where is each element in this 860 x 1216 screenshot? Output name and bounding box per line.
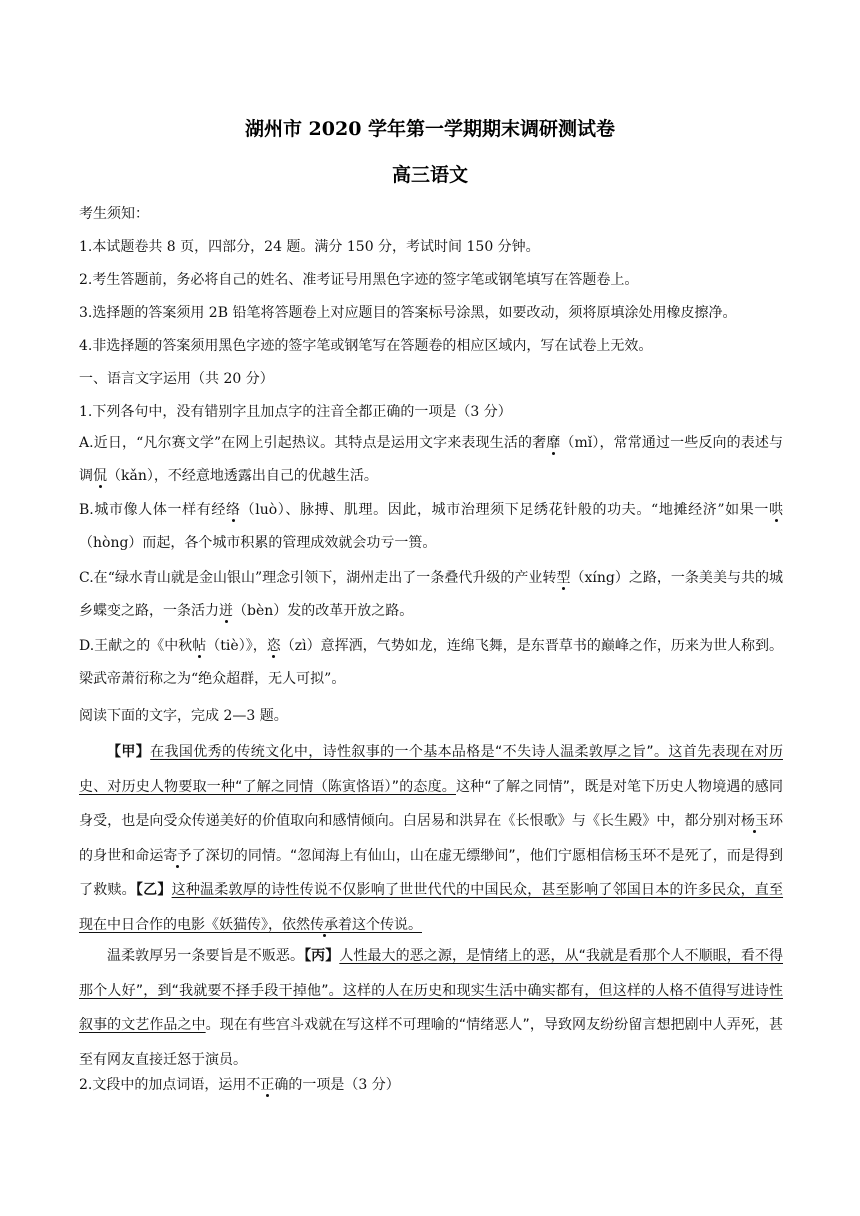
marker-bing: 【丙】 [304,948,340,964]
option-a [79,427,783,493]
option-d-dotted-char-2: 恣 [266,638,281,654]
notice-item-2: 2.考生答题前，务必将自己的姓名、准考证号用黑色字迹的签字笔或钢笔填写在答题卷上。 [79,272,639,288]
option-c-text-3: （bèn）发的改革开放之路。 [233,603,414,619]
passage-text: ，也是向受众传递美好的价值取向和感情倾向。白居易和洪昇在《长恨歌》与《长生殿》中，都分别对杨玉环的身世和命运 [79,813,784,864]
passage-text: 这种“了解之同情”，既是对笔下历史人物境遇的 [455,778,755,795]
underlined-sentence-bing: 人性最大的恶之源，是情绪上的恶，从“我就是看那个人不顺眼，看不得那个人好”，到“我就要不择手段干掉他”。这样的人在历史和现实生活中确实都有，但这样的人格不值得写进诗性叙事的文艺作品之中 [79,948,783,1033]
dotted-word-1: 感同身受 [79,778,783,829]
exam-title: 湖州市 2020 学年第一学期期末调研测试卷 [244,118,616,140]
question-1-stem: 1.下列各句中，没有错别字且加点字的注音全都正确的一项是（3 分） [79,404,512,420]
notice-item-3: 3.选择题的答案须用 2B 铅笔将答题卷上对应题目的答案标号涂黑，如要改动，须将原填涂处用橡皮擦净。 [79,305,737,321]
marker-jia: 【甲】 [107,744,151,760]
option-b-text-2: （luò）、脉搏、肌理。因此，城市治理须下足绣花针般的功夫。“地摊经济”如果一 [240,502,769,518]
passage-paragraph-2 [79,939,783,1077]
option-c-text-1: C.在“绿水青山就是金山银山”理念引领下，湖州走出了一条叠代升级的产业转 [79,570,557,586]
exam-subtitle: 高三语文 [391,164,468,186]
underlined-sentence-yi-end: 着这个传说。 [338,916,422,933]
passage-text: 。现在有些宫斗戏就在写这样不可理喻的“情绪恶人”，导致网友纷纷留言想把剧中人弄死，甚至有网友直接迁怒于演员。 [79,1017,784,1068]
option-d-dotted-char-1: 帖 [192,638,207,654]
option-c-dotted-char-2: 迸 [219,603,233,619]
underlined-sentence-yi: 这种温柔敦厚的诗性传说不仅影响了世世代代的中国民众，甚至影响了邻国日本的许多民众，直至现在中日合作的电影《妖猫传》，依然 [79,882,784,933]
notice-item-4: 4.非选择题的答案须用黑色字迹的签字笔或钢笔写在答题卷的相应区域内，写在试卷上无效。 [79,338,653,354]
underlined-sentence-jia: 在我国优秀的传统文化中，诗性叙事的一个基本品格是“不失诗人温柔敦厚之旨”。这首先表现在对历史、对历史人物要取一种“了解之同情（陈寅恪语）”的态度。 [79,744,783,795]
option-b-dotted-char-2: 哄 [769,502,783,518]
option-d-text-2: （tiè）》， [206,638,267,654]
option-a-text-1: A.近日，“凡尔赛文学”在网上引起热议。其特点是运用文字来表现生活的奢 [79,435,547,451]
option-b [79,494,783,560]
question-2-stem [79,1075,400,1095]
option-c [79,562,783,628]
question-2-dotted-word: 不正确 [246,1077,289,1093]
option-d-text-3: （zì）意挥洒，气势如龙，连绵飞舞，是东晋草书的巅峰之作，历来为世人称到。梁武帝萧衍称之为“绝众超群，无人可拟”。 [79,638,783,687]
option-c-dotted-char-1: 型 [556,570,571,586]
dotted-word-2: 寄予 [163,847,192,864]
option-b-text-1: B.城市像人体一样有经 [79,502,226,518]
question-2-text-1: 2.文段中的加点词语，运用 [79,1077,247,1093]
option-a-text-2: （mǐ），常常通过一些反向的表述与调 [79,435,784,484]
notice-heading: 考生须知： [79,206,149,222]
passage-text: 温柔敦厚另一条要旨是不贩恶。 [107,948,305,964]
dotted-word-3: 传承 [310,916,338,933]
option-a-dotted-char-2: 侃 [93,468,107,484]
passage-paragraph-1 [79,735,783,942]
option-b-text-3: （hòng）而起，各个城市积累的管理成效就会功亏一篑。 [79,535,437,551]
option-b-dotted-char-1: 络 [226,502,241,518]
option-a-dotted-char-1: 靡 [546,435,561,451]
question-2-text-2: 的一项是（3 分） [288,1077,400,1093]
option-d [79,630,783,696]
option-d-text-1: D.王献之的《中秋 [79,638,193,654]
notice-item-1: 1.本试题卷共 8 页，四部分，24 题。满分 150 分，考试时间 150 分钟。 [79,239,540,255]
reading-instruction: 阅读下面的文字，完成 2—3 题。 [79,708,288,724]
section-heading: 一、语言文字运用（共 20 分） [79,371,274,387]
passage-text: 了深切的同情。“忽闻海上有仙山，山在虚无缥缈间”，他们宁愿相信杨玉环不是死了，而是得到了救赎。 [79,847,783,898]
option-a-text-3: （kǎn），不经意地透露出自己的优越生活。 [107,468,378,484]
marker-yi: 【乙】 [135,882,172,898]
option-c-text-2: （xíng）之路，一条美美与共的城乡蝶变之路，一条活力 [79,570,783,619]
